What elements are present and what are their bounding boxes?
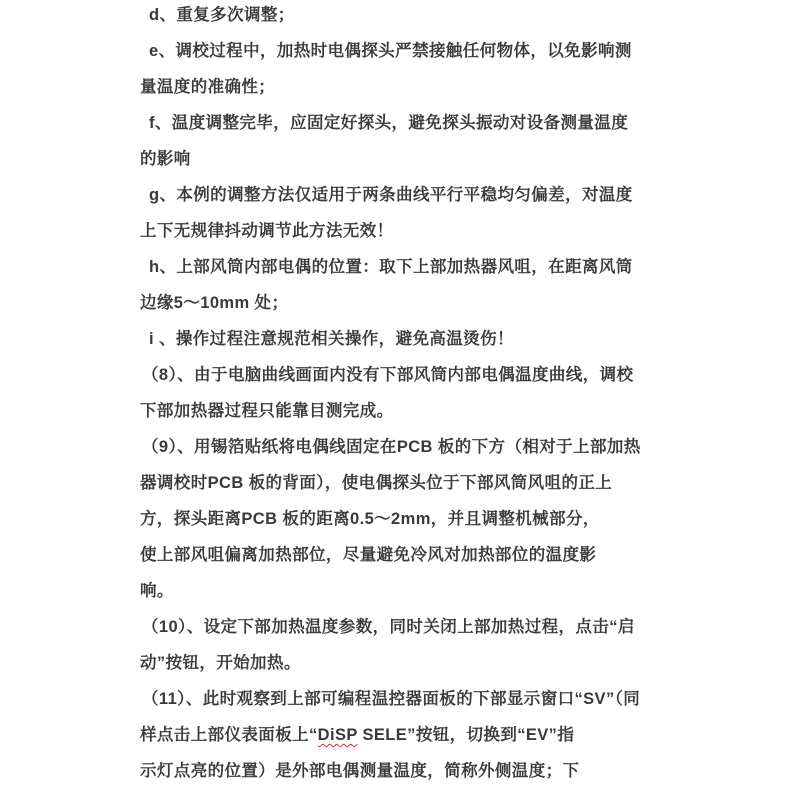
text-line bbox=[140, 681, 700, 717]
text-line bbox=[140, 69, 700, 105]
text-line bbox=[140, 105, 700, 141]
text-line bbox=[140, 645, 700, 681]
text-segment: i 、操作过程注意规范相关操作，避免高温烫伤！ bbox=[149, 330, 514, 348]
misspelled-word: DiSP bbox=[317, 726, 358, 744]
text-line bbox=[140, 429, 700, 465]
text-line bbox=[140, 717, 700, 753]
text-segment: 上下无规律抖动调节此方法无效！ bbox=[140, 222, 394, 240]
text-line bbox=[140, 393, 700, 429]
text-segment: 的影响 bbox=[140, 150, 191, 168]
text-segment: 样点击上部仪表面板上“ bbox=[140, 726, 318, 744]
text-segment: 下部加热器过程只能靠目测完成。 bbox=[140, 402, 394, 420]
text-line bbox=[140, 249, 700, 285]
text-segment: 使上部风咀偏离加热部位，尽量避免冷风对加热部位的温度影 bbox=[140, 546, 597, 564]
text-segment: 动”按钮，开始加热。 bbox=[140, 654, 301, 672]
text-line bbox=[140, 537, 700, 573]
text-segment: （10）、设定下部加热温度参数，同时关闭上部加热过程，点击“启 bbox=[142, 618, 635, 636]
text-line bbox=[140, 753, 700, 789]
text-line bbox=[140, 177, 700, 213]
text-segment: （11）、此时观察到上部可编程温控器面板的下部显示窗口“SV”（同 bbox=[142, 690, 641, 708]
text-segment: e、调校过程中，加热时电偶探头严禁接触任何物体，以免影响测 bbox=[149, 42, 632, 60]
text-line bbox=[140, 213, 700, 249]
text-segment: 方，探头距离PCB 板的距离0.5～2mm，并且调整机械部分， bbox=[140, 510, 600, 528]
text-line bbox=[140, 0, 700, 33]
text-line bbox=[140, 285, 700, 321]
text-line bbox=[140, 465, 700, 501]
text-line bbox=[140, 141, 700, 177]
text-segment: 响。 bbox=[140, 582, 174, 600]
text-segment: 边缘5～10mm 处； bbox=[140, 294, 289, 312]
text-line bbox=[140, 573, 700, 609]
document-text-block bbox=[140, 0, 700, 789]
text-line bbox=[140, 33, 700, 69]
text-segment: （8）、由于电脑曲线画面内没有下部风筒内部电偶温度曲线，调校 bbox=[142, 366, 634, 384]
text-line bbox=[140, 357, 700, 393]
text-segment: f、温度调整完毕，应固定好探头，避免探头振动对设备测量温度 bbox=[149, 114, 629, 132]
text-line bbox=[140, 609, 700, 645]
text-segment: （9）、用锡箔贴纸将电偶线固定在PCB 板的下方（相对于上部加热 bbox=[142, 438, 641, 456]
text-segment: h、上部风筒内部电偶的位置：取下上部加热器风咀，在距离风筒 bbox=[149, 258, 633, 276]
text-segment: d、重复多次调整； bbox=[149, 6, 295, 24]
text-segment: 量温度的准确性； bbox=[140, 78, 276, 96]
text-segment: 示灯点亮的位置）是外部电偶测量温度，简称外侧温度；下 bbox=[140, 762, 580, 780]
text-segment: g、本例的调整方法仅适用于两条曲线平行平稳均匀偏差，对温度 bbox=[149, 186, 633, 204]
text-segment: SELE”按钮，切换到“EV”指 bbox=[357, 726, 575, 744]
text-line bbox=[140, 501, 700, 537]
text-line bbox=[140, 321, 700, 357]
text-segment: 器调校时PCB 板的背面），使电偶探头位于下部风筒风咀的正上 bbox=[140, 474, 613, 492]
